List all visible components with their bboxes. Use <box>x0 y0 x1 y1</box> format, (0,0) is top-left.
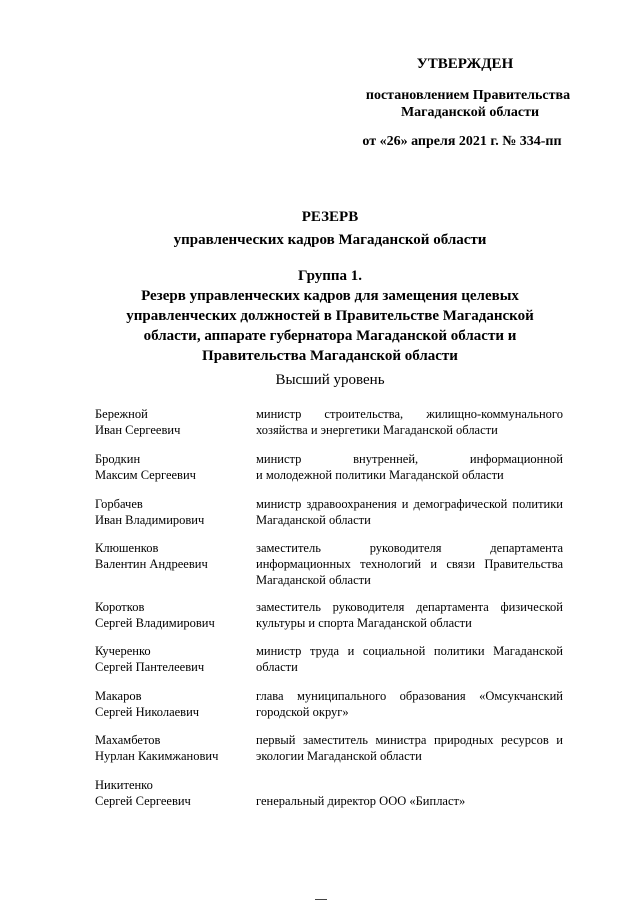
person-given-names: Валентин Андреевич <box>95 557 208 571</box>
group-description-line: Правительства Магаданской области <box>202 348 458 364</box>
person-surname: Никитенко <box>95 778 153 792</box>
person-surname: Горбачев <box>95 497 143 511</box>
approval-title: УТВЕРЖДЕН <box>416 56 514 72</box>
person-position <box>256 540 563 588</box>
approval-date-number: от «26» апреля 2021 г. № 334-пп <box>362 134 562 149</box>
position-line: заместитель руководителя департамента физической <box>256 600 563 614</box>
position-line: экологии Магаданской области <box>256 749 422 763</box>
person-position <box>256 643 563 675</box>
person-position <box>256 732 563 764</box>
position-line: культуры и спорта Магаданской области <box>256 616 472 630</box>
group-description-line: Резерв управленческих кадров для замещения целевых <box>141 288 519 304</box>
person-position <box>256 406 563 438</box>
document-title-block <box>0 206 640 252</box>
position-line: министр строительства, жилищно-коммунального <box>256 407 563 421</box>
group-title: Группа 1. <box>297 268 363 284</box>
level-heading: Высший уровень <box>275 372 385 388</box>
person-position <box>256 599 563 631</box>
person-name <box>95 496 250 528</box>
position-line: Магаданской области <box>256 573 371 587</box>
person-name <box>95 451 250 483</box>
approval-stamp <box>330 56 590 150</box>
position-line: генеральный директор ООО «Бипласт» <box>256 794 466 808</box>
person-given-names: Сергей Сергеевич <box>95 794 191 808</box>
position-line: министр труда и социальной политики Магаданской <box>256 644 563 658</box>
position-line: городской округ» <box>256 705 349 719</box>
person-name <box>95 732 250 764</box>
position-line: первый заместитель министра природных ресурсов и <box>256 733 563 747</box>
person-position <box>256 496 563 528</box>
position-line: министр здравоохранения и демографической политики <box>256 497 563 511</box>
person-given-names: Сергей Владимирович <box>95 616 215 630</box>
document-subtitle: управленческих кадров Магаданской области <box>173 232 487 248</box>
position-line: министр внутренней, информационной <box>256 452 563 466</box>
person-name <box>95 688 250 720</box>
person-given-names: Иван Сергеевич <box>95 423 181 437</box>
person-surname: Макаров <box>95 689 142 703</box>
person-given-names: Максим Сергеевич <box>95 468 196 482</box>
person-name <box>95 406 250 438</box>
person-surname: Коротков <box>95 600 145 614</box>
group-description-line: управленческих должностей в Правительстве Магаданской <box>126 308 534 324</box>
person-surname: Махамбетов <box>95 733 161 747</box>
person-name <box>95 777 250 809</box>
person-surname: Клюшенков <box>95 541 159 555</box>
person-name <box>95 540 250 572</box>
position-line: заместитель руководителя департамента <box>256 541 563 555</box>
approval-decree-line: постановлением Правительства <box>365 88 571 103</box>
approval-authority-line: Магаданской области <box>400 105 540 120</box>
person-name <box>95 643 250 675</box>
person-name <box>95 599 250 631</box>
person-given-names: Сергей Пантелеевич <box>95 660 205 674</box>
person-position <box>256 793 563 809</box>
person-surname: Кучеренко <box>95 644 151 658</box>
position-line: Магаданской области <box>256 513 371 527</box>
person-given-names: Сергей Николаевич <box>95 705 200 719</box>
person-surname: Бережной <box>95 407 148 421</box>
page-bottom-mark <box>315 899 327 900</box>
position-line: информационных технологий и связи Правительства <box>256 557 563 571</box>
position-line: хозяйства и энергетики Магаданской области <box>256 423 498 437</box>
group-heading-block <box>0 266 640 366</box>
position-line: области <box>256 660 298 674</box>
person-given-names: Иван Владимирович <box>95 513 205 527</box>
position-line: и молодежной политики Магаданской области <box>256 468 504 482</box>
person-position <box>256 451 563 483</box>
person-given-names: Нурлан Какимжанович <box>95 749 219 763</box>
person-surname: Бродкин <box>95 452 141 466</box>
person-position <box>256 688 563 720</box>
group-description-line: области, аппарате губернатора Магаданской области и <box>143 328 517 344</box>
document-title: РЕЗЕРВ <box>301 209 359 225</box>
position-line: глава муниципального образования «Омсукчанский <box>256 689 563 703</box>
